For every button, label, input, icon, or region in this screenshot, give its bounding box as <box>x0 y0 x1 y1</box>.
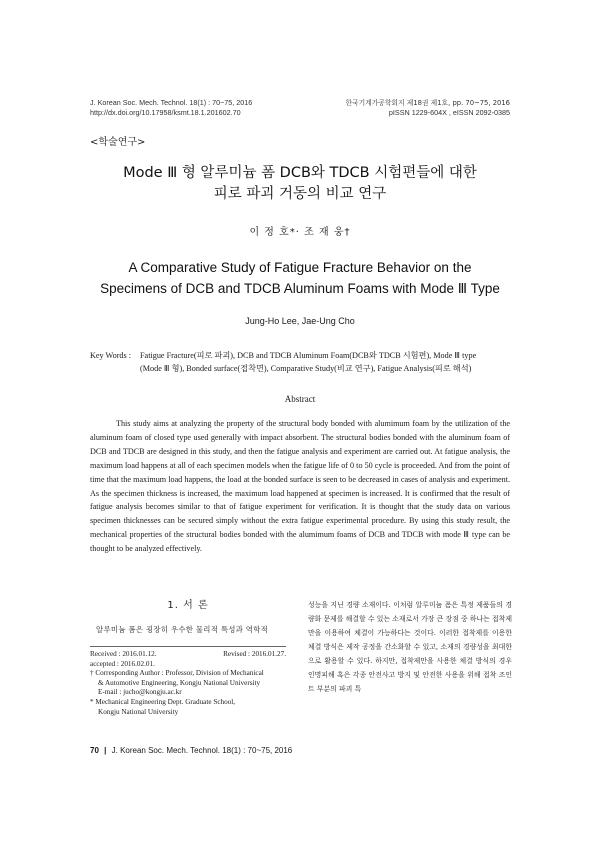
header-doi-line[interactable]: http://dx.doi.org/10.17958/ksmt.18.1.201602.70 <box>90 108 241 117</box>
footnote-revised: Revised : 2016.01.27. <box>223 650 286 658</box>
footer-separator: | <box>104 746 107 755</box>
introduction-right-column: 성능을 지닌 경량 소재이다. 이처럼 알루미늄 폼은 특정 제품들의 경량화 문제를 해결할 수 있는 소재로서 가장 큰 장점 중 하나는 접착제만을 이용하여 체결이 가능하다는 것이다. 이러한 접착제를 이용한 체결 방식은 제작 공정을 간소화할 수 있고, 소재의 경량성을 최대한으로 활용할 수 있다. 하지만, 접착제만을 사용한 체결 방식의 경우 인명피해 혹은 각종 안전사고 방지 및 안전한 사용을 위해 접착 조인트 부분의 파괴 특 <box>308 601 512 693</box>
header-journal-line: J. Korean Soc. Mech. Technol. 18(1) : 70~75, 2016 <box>90 98 253 107</box>
introduction-left-line: 알루미늄 폼은 굉장히 우수한 물리적 특성과 역학적 <box>96 625 269 634</box>
authors-english: Jung-Ho Lee, Jae-Ung Cho <box>245 316 355 326</box>
keywords-label: Key Words : <box>90 351 132 360</box>
footnote-received: Received : 2016.01.12. <box>90 650 157 658</box>
abstract-heading: Abstract <box>284 394 316 404</box>
keywords-line1: Fatigue Fracture(피로 파괴), DCB and TDCB Aluminum Foam(DCB와 TDCB 시험편), Mode Ⅲ type <box>140 351 477 360</box>
footnote-affiliation-1: * Mechanical Engineering Dept. Graduate School, <box>90 697 236 706</box>
header-citation-ko <box>300 98 510 118</box>
footnote-affiliation-2: Kongju National University <box>98 707 179 716</box>
footer-journal: J. Korean Soc. Mech. Technol. 18(1) : 70~75, 2016 <box>111 746 293 755</box>
title-korean <box>60 163 540 205</box>
title-english <box>60 257 540 299</box>
footnote-accepted: accepted : 2016.02.01. <box>90 659 155 668</box>
footnote-divider <box>90 646 286 647</box>
header-journal-ko-line: 한국기계가공학회지 제18권 제1호, pp. 70~75, 2016 <box>345 99 510 107</box>
page-footer <box>90 746 292 755</box>
footnote-corresponding-1: † Corresponding Author : Professor, Division of Mechanical <box>90 669 264 678</box>
article-category: <학술연구> <box>90 137 146 148</box>
authors-korean: 이 정 호*· 조 재 웅† <box>249 227 351 238</box>
footnote-dates-row <box>90 650 286 660</box>
header-citation <box>90 98 310 118</box>
abstract-text: This study aims at analyzing the property of the structural body bonded with alumimum foam by the utilization of the aluminum foam of closed type used generally with impact absorbent. The structural bodies bonded with the aluminum foam of DCB and TDCB are designed in this study, and then the fatigue analysis and experiment are carried out. At fatigue analysis, the maximum load happens at all of each specimen models when the fatigue life of 0 to 50 cycle is proceeded. And from the point of time that the maximum load happens, the load at the bonded surface is seen to be decreased in cases of analysis and experiment. As the specimen thickness is increased, the maximum load happened at specimen is increased. It is confirmed that the result of fatigue analysis becomes similar to that of fatigue experiment for verification. It is thought that the study data on various specimen thicknesses can be secured simply without the extra fatigue experimental procedure. By using this study result, the mechanical properties of the structural bodies bonded with the alumimum foams of DCB and TDCB with mode Ⅲ type can be thought to be analyzed effectively. <box>90 419 510 554</box>
footnote-corresponding-2: & Automotive Engineering, Kongju National University <box>98 678 261 687</box>
keywords-text <box>140 349 510 375</box>
title-korean-line1: Mode Ⅲ 형 알루미늄 폼 DCB와 TDCB 시험편들에 대한 <box>123 165 477 181</box>
keywords-line2: (Mode Ⅲ 형), Bonded surface(접착면), Comparative Study(비교 연구), Fatigue Analysis(피로 해석) <box>140 364 472 373</box>
footnotes <box>90 650 286 717</box>
footnote-email[interactable]: E-mail : jucho@kongju.ac.kr <box>98 688 182 697</box>
section-heading-introduction: 1. 서 론 <box>167 600 209 611</box>
page-number: 70 <box>90 746 99 755</box>
title-korean-line2: 피로 파괴 거동의 비교 연구 <box>213 186 387 202</box>
title-english-line1: A Comparative Study of Fatigue Fracture Behavior on the <box>128 260 472 275</box>
title-english-line2: Specimens of DCB and TDCB Aluminum Foams with Mode Ⅲ Type <box>100 281 500 296</box>
header-issn-line: pISSN 1229-604X , eISSN 2092-0385 <box>388 108 510 117</box>
